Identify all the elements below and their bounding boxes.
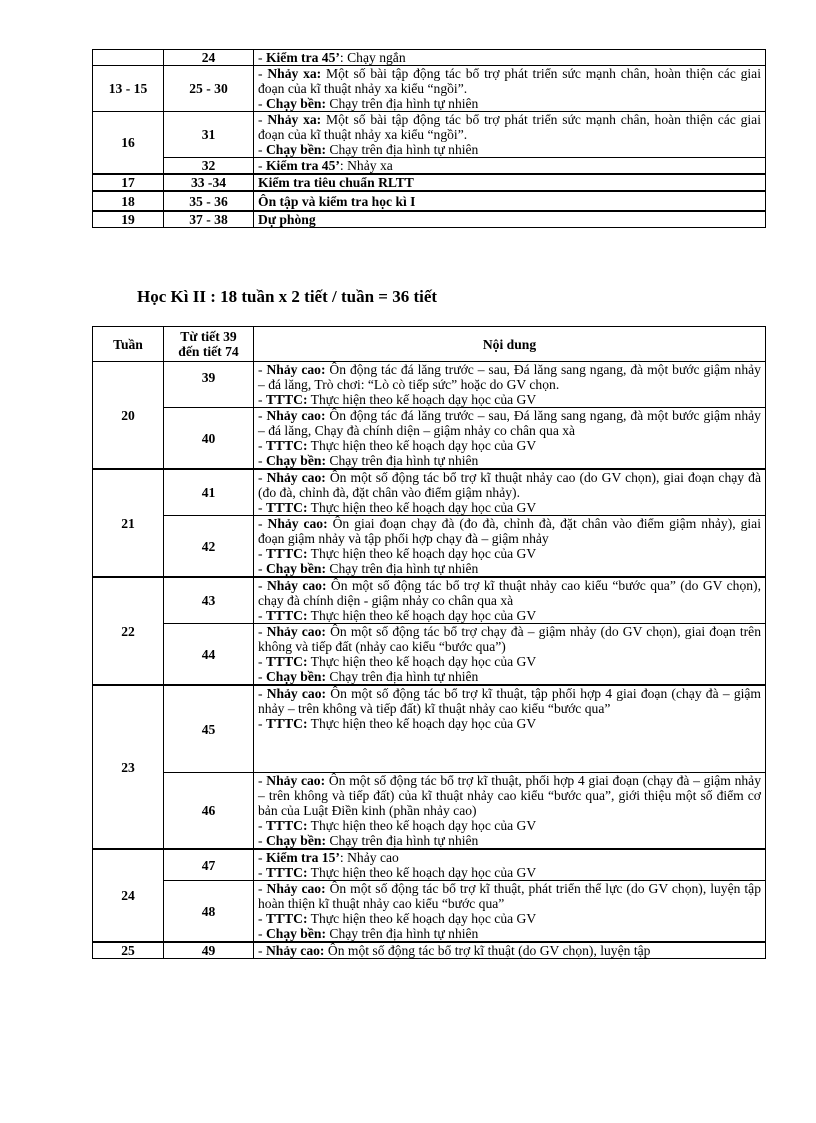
content-cell: - Nhảy cao: Ôn một số động tác bổ trợ kĩ thuật, phát triển thể lực (do GV chọn), luyện tập hoàn thiện kĩ thuật nhảy cao kiểu “bước qua” - TTTC: Thực hiện theo kế hoạch dạy học của GV - Chạy bền: Chạy trên địa hình tự nhiên	[254, 881, 766, 943]
content-cell: - Kiểm tra 15’: Nhảy cao - TTTC: Thực hiện theo kế hoạch dạy học của GV	[254, 849, 766, 881]
content-cell: - Nhảy cao: Ôn một số động tác bổ trợ kĩ thuật nhảy cao kiểu “bước qua” (do GV chọn), chạy đà chính diện - giậm nhảy co chân qua xà - TTTC: Thực hiện theo kế hoạch dạy học của GV	[254, 577, 766, 624]
period-cell: 46	[164, 773, 254, 850]
week-cell: 23	[93, 685, 164, 849]
content-cell: Dự phòng	[254, 211, 766, 228]
table-row	[93, 773, 766, 850]
table-row	[93, 577, 766, 624]
week-cell: 17	[93, 174, 164, 191]
table-row	[93, 66, 766, 112]
table-row	[93, 516, 766, 578]
semester2-title: Học Kì II : 18 tuần x 2 tiết / tuần = 36 tiết	[137, 287, 438, 306]
content-cell: - Nhảy xa: Một số bài tập động tác bổ trợ phát triển sức mạnh chân, hoàn thiện các giai đoạn của kĩ thuật nhảy xa kiểu “ngồi”. - Chạy bền: Chạy trên địa hình tự nhiên	[254, 112, 766, 158]
period-cell: 33 -34	[164, 174, 254, 191]
table-row	[93, 624, 766, 686]
table-row	[93, 849, 766, 881]
content-cell: - Nhảy cao: Ôn một số động tác bổ trợ kĩ thuật (do GV chọn), luyện tập	[254, 942, 766, 959]
period-cell: 45	[164, 685, 254, 773]
table-row	[93, 362, 766, 408]
semester2-table	[92, 326, 766, 959]
period-cell: 25 - 30	[164, 66, 254, 112]
period-cell: 37 - 38	[164, 211, 254, 228]
table-row	[93, 191, 766, 211]
period-cell: 32	[164, 158, 254, 175]
content-cell: - Kiểm tra 45’: Nhảy xa	[254, 158, 766, 175]
table-row	[93, 881, 766, 943]
period-cell: 31	[164, 112, 254, 158]
period-cell: 47	[164, 849, 254, 881]
table-row	[93, 50, 766, 66]
content-cell: - Nhảy cao: Ôn giai đoạn chạy đà (đo đà, chỉnh đà, đặt chân vào điểm giậm nhảy), giai đoạn giậm nhảy và tập phối hợp chạy đà – giậm nhảy - TTTC: Thực hiện theo kế hoạch dạy học của GV - Chạy bền: Chạy trên địa hình tự nhiên	[254, 516, 766, 578]
period-header: Từ tiết 39 đến tiết 74	[164, 327, 254, 362]
table-row	[93, 408, 766, 470]
semester1-table	[92, 49, 766, 228]
period-cell: 42	[164, 516, 254, 578]
table-row	[93, 685, 766, 773]
content-cell: - Nhảy cao: Ôn một số động tác bổ trợ kĩ thuật, phối hợp 4 giai đoạn (chạy đà – giậm nhảy – trên không và tiếp đất) của kĩ thuật nhảy cao kiểu “bước qua”, giới thiệu một số điểm cơ bản của Luật Điền kinh (phần nhảy cao) - TTTC: Thực hiện theo kế hoạch dạy học của GV - Chạy bền: Chạy trên địa hình tự nhiên	[254, 773, 766, 850]
content-cell: - Nhảy xa: Một số bài tập động tác bổ trợ phát triển sức mạnh chân, hoàn thiện các giai đoạn của kĩ thuật nhảy xa kiểu “ngồi”. - Chạy bền: Chạy trên địa hình tự nhiên	[254, 66, 766, 112]
week-cell: 20	[93, 362, 164, 470]
period-cell: 48	[164, 881, 254, 943]
content-cell: - Nhảy cao: Ôn động tác đá lăng trước – sau, Đá lăng sang ngang, đà một bước giậm nhảy – đá lăng, Chạy đà chính diện – giậm nhảy co chân qua xà - TTTC: Thực hiện theo kế hoạch dạy học của GV - Chạy bền: Chạy trên địa hình tự nhiên	[254, 408, 766, 470]
period-cell: 40	[164, 408, 254, 470]
table-row	[93, 112, 766, 158]
period-cell: 49	[164, 942, 254, 959]
week-cell: 25	[93, 942, 164, 959]
week-cell: 16	[93, 112, 164, 175]
week-cell: 22	[93, 577, 164, 685]
period-cell: 35 - 36	[164, 191, 254, 211]
table-row	[93, 158, 766, 175]
content-cell: - Nhảy cao: Ôn động tác đá lăng trước – sau, Đá lăng sang ngang, đà một bước giậm nhảy – đá lăng, Trò chơi: “Lò cò tiếp sức” hoặc do GV chọn. - TTTC: Thực hiện theo kế hoạch dạy học của GV	[254, 362, 766, 408]
table-row	[93, 174, 766, 191]
period-cell: 39	[164, 362, 254, 408]
week-cell: 24	[93, 849, 164, 942]
table-row	[93, 469, 766, 516]
content-header: Nội dung	[254, 327, 766, 362]
content-cell: - Nhảy cao: Ôn một số động tác bổ trợ chạy đà – giậm nhảy (do GV chọn), giai đoạn trên không và tiếp đất (nhảy cao kiểu “bước qua”) - TTTC: Thực hiện theo kế hoạch dạy học của GV - Chạy bền: Chạy trên địa hình tự nhiên	[254, 624, 766, 686]
content-cell: - Nhảy cao: Ôn một số động tác bổ trợ kĩ thuật, tập phối hợp 4 giai đoạn (chạy đà – giậm nhảy – trên không và tiếp đất) kĩ thuật nhảy cao kiểu “bước qua” - TTTC: Thực hiện theo kế hoạch dạy học của GV	[254, 685, 766, 773]
week-cell: 18	[93, 191, 164, 211]
content-cell: - Kiểm tra 45’: Chạy ngắn	[254, 50, 766, 66]
week-header: Tuần	[93, 327, 164, 362]
period-cell: 44	[164, 624, 254, 686]
content-cell: Ôn tập và kiểm tra học kì I	[254, 191, 766, 211]
period-cell: 24	[164, 50, 254, 66]
period-cell: 41	[164, 469, 254, 516]
week-cell: 13 - 15	[93, 66, 164, 112]
content-cell: - Nhảy cao: Ôn một số động tác bổ trợ kĩ thuật nhảy cao (do GV chọn), giai đoạn chạy đà (đo đà, chỉnh đà, đặt chân vào điểm giậm nhảy). - TTTC: Thực hiện theo kế hoạch dạy học của GV	[254, 469, 766, 516]
content-cell: Kiểm tra tiêu chuẩn RLTT	[254, 174, 766, 191]
period-cell: 43	[164, 577, 254, 624]
week-cell	[93, 50, 164, 66]
table-row	[93, 942, 766, 959]
header-row	[93, 327, 766, 362]
week-cell: 21	[93, 469, 164, 577]
table-row	[93, 211, 766, 228]
week-cell: 19	[93, 211, 164, 228]
